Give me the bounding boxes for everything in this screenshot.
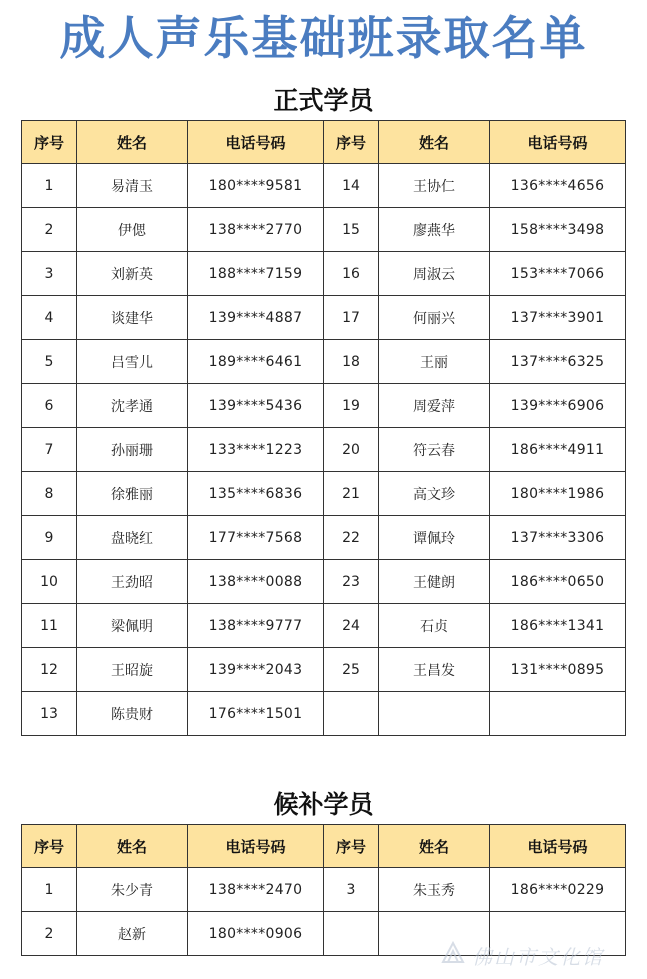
cell-name: 王劲昭: [77, 560, 188, 604]
cell-index: 7: [22, 428, 77, 472]
cell-name: 吕雪儿: [77, 340, 188, 384]
waitlist-students-heading: 候补学员: [273, 790, 374, 819]
cell-phone: [490, 692, 626, 736]
cell-phone: 180****9581: [188, 164, 324, 208]
cell-phone: 136****4656: [490, 164, 626, 208]
cell-phone: 139****6906: [490, 384, 626, 428]
waitlist-students-table: [21, 824, 626, 956]
cell-name: 伊偲: [77, 208, 188, 252]
cell-phone: 139****2043: [188, 648, 324, 692]
cell-phone: 137****3306: [490, 516, 626, 560]
cell-name: 高文珍: [379, 472, 490, 516]
cell-phone: 158****3498: [490, 208, 626, 252]
cell-index: 4: [22, 296, 77, 340]
cell-index: 2: [22, 208, 77, 252]
cell-phone: 139****5436: [188, 384, 324, 428]
cell-index: 24: [324, 604, 379, 648]
cell-index: 14: [324, 164, 379, 208]
cell-index: 15: [324, 208, 379, 252]
cell-name: 朱少青: [77, 868, 188, 912]
cell-name: 王昌发: [379, 648, 490, 692]
cell-phone: 138****9777: [188, 604, 324, 648]
cell-name: 何丽兴: [379, 296, 490, 340]
cell-phone: 186****1341: [490, 604, 626, 648]
cell-index: 13: [22, 692, 77, 736]
cell-name: 刘新英: [77, 252, 188, 296]
cell-name: 易清玉: [77, 164, 188, 208]
cell-index: [324, 692, 379, 736]
column-header-index: 序号: [324, 121, 379, 164]
table-row: [22, 604, 626, 648]
cell-name: 符云春: [379, 428, 490, 472]
cell-index: [324, 912, 379, 956]
cell-phone: 137****6325: [490, 340, 626, 384]
cell-index: 19: [324, 384, 379, 428]
cell-index: 12: [22, 648, 77, 692]
cell-phone: 180****1986: [490, 472, 626, 516]
cell-index: 18: [324, 340, 379, 384]
page-title: 成人声乐基础班录取名单: [59, 11, 588, 65]
column-header-phone: 电话号码: [188, 825, 324, 868]
table-header-row: [22, 825, 626, 868]
cell-phone: 189****6461: [188, 340, 324, 384]
cell-index: 25: [324, 648, 379, 692]
cell-phone: 139****4887: [188, 296, 324, 340]
cell-phone: 176****1501: [188, 692, 324, 736]
cell-phone: 131****0895: [490, 648, 626, 692]
cell-index: 21: [324, 472, 379, 516]
cell-phone: 138****2770: [188, 208, 324, 252]
column-header-phone: 电话号码: [490, 825, 626, 868]
cell-phone: 153****7066: [490, 252, 626, 296]
cell-name: 孙丽珊: [77, 428, 188, 472]
column-header-name: 姓名: [77, 825, 188, 868]
cell-index: 1: [22, 164, 77, 208]
cell-name: [379, 692, 490, 736]
cell-name: 王协仁: [379, 164, 490, 208]
cell-phone: 186****0650: [490, 560, 626, 604]
table-row: [22, 472, 626, 516]
cell-name: 朱玉秀: [379, 868, 490, 912]
cell-index: 11: [22, 604, 77, 648]
watermark: [440, 938, 640, 972]
table-row: [22, 560, 626, 604]
cell-index: 3: [22, 252, 77, 296]
cell-phone: 188****7159: [188, 252, 324, 296]
table-row: [22, 428, 626, 472]
cell-name: 周爱萍: [379, 384, 490, 428]
cell-index: 23: [324, 560, 379, 604]
table-row: [22, 692, 626, 736]
column-header-name: 姓名: [77, 121, 188, 164]
cell-name: 廖燕华: [379, 208, 490, 252]
cell-name: 梁佩明: [77, 604, 188, 648]
column-header-index: 序号: [22, 825, 77, 868]
cell-name: 周淑云: [379, 252, 490, 296]
cell-name: 赵新: [77, 912, 188, 956]
cell-phone: 137****3901: [490, 296, 626, 340]
cell-phone: 186****4911: [490, 428, 626, 472]
cell-index: 5: [22, 340, 77, 384]
cell-phone: 177****7568: [188, 516, 324, 560]
cell-name: 谭佩玲: [379, 516, 490, 560]
cell-phone: 133****1223: [188, 428, 324, 472]
table-row: [22, 208, 626, 252]
cell-name: 谈建华: [77, 296, 188, 340]
table-row: [22, 384, 626, 428]
column-header-phone: 电话号码: [490, 121, 626, 164]
cell-name: 徐雅丽: [77, 472, 188, 516]
column-header-index: 序号: [22, 121, 77, 164]
table-row: [22, 868, 626, 912]
cell-index: 3: [324, 868, 379, 912]
formal-students-table: [21, 120, 626, 736]
cell-index: 17: [324, 296, 379, 340]
cell-name: 王昭旋: [77, 648, 188, 692]
culture-center-logo-icon: [440, 940, 466, 970]
cell-index: 20: [324, 428, 379, 472]
table-header-row: [22, 121, 626, 164]
column-header-name: 姓名: [379, 825, 490, 868]
table-row: [22, 164, 626, 208]
formal-students-heading: 正式学员: [273, 86, 374, 115]
cell-index: 1: [22, 868, 77, 912]
cell-name: 王丽: [379, 340, 490, 384]
watermark-text: 佛山市文化馆: [472, 944, 604, 969]
cell-name: 陈贵财: [77, 692, 188, 736]
cell-name: 石贞: [379, 604, 490, 648]
cell-index: 16: [324, 252, 379, 296]
cell-name: 沈孝通: [77, 384, 188, 428]
cell-phone: 135****6836: [188, 472, 324, 516]
cell-index: 6: [22, 384, 77, 428]
table-row: [22, 252, 626, 296]
column-header-phone: 电话号码: [188, 121, 324, 164]
cell-index: 9: [22, 516, 77, 560]
cell-index: 2: [22, 912, 77, 956]
table-row: [22, 296, 626, 340]
cell-phone: 138****0088: [188, 560, 324, 604]
column-header-name: 姓名: [379, 121, 490, 164]
table-row: [22, 516, 626, 560]
cell-index: 8: [22, 472, 77, 516]
cell-phone: 180****0906: [188, 912, 324, 956]
cell-index: 22: [324, 516, 379, 560]
column-header-index: 序号: [324, 825, 379, 868]
cell-name: 盘晓红: [77, 516, 188, 560]
table-row: [22, 340, 626, 384]
cell-phone: 186****0229: [490, 868, 626, 912]
table-row: [22, 648, 626, 692]
cell-index: 10: [22, 560, 77, 604]
cell-phone: 138****2470: [188, 868, 324, 912]
cell-name: 王健朗: [379, 560, 490, 604]
